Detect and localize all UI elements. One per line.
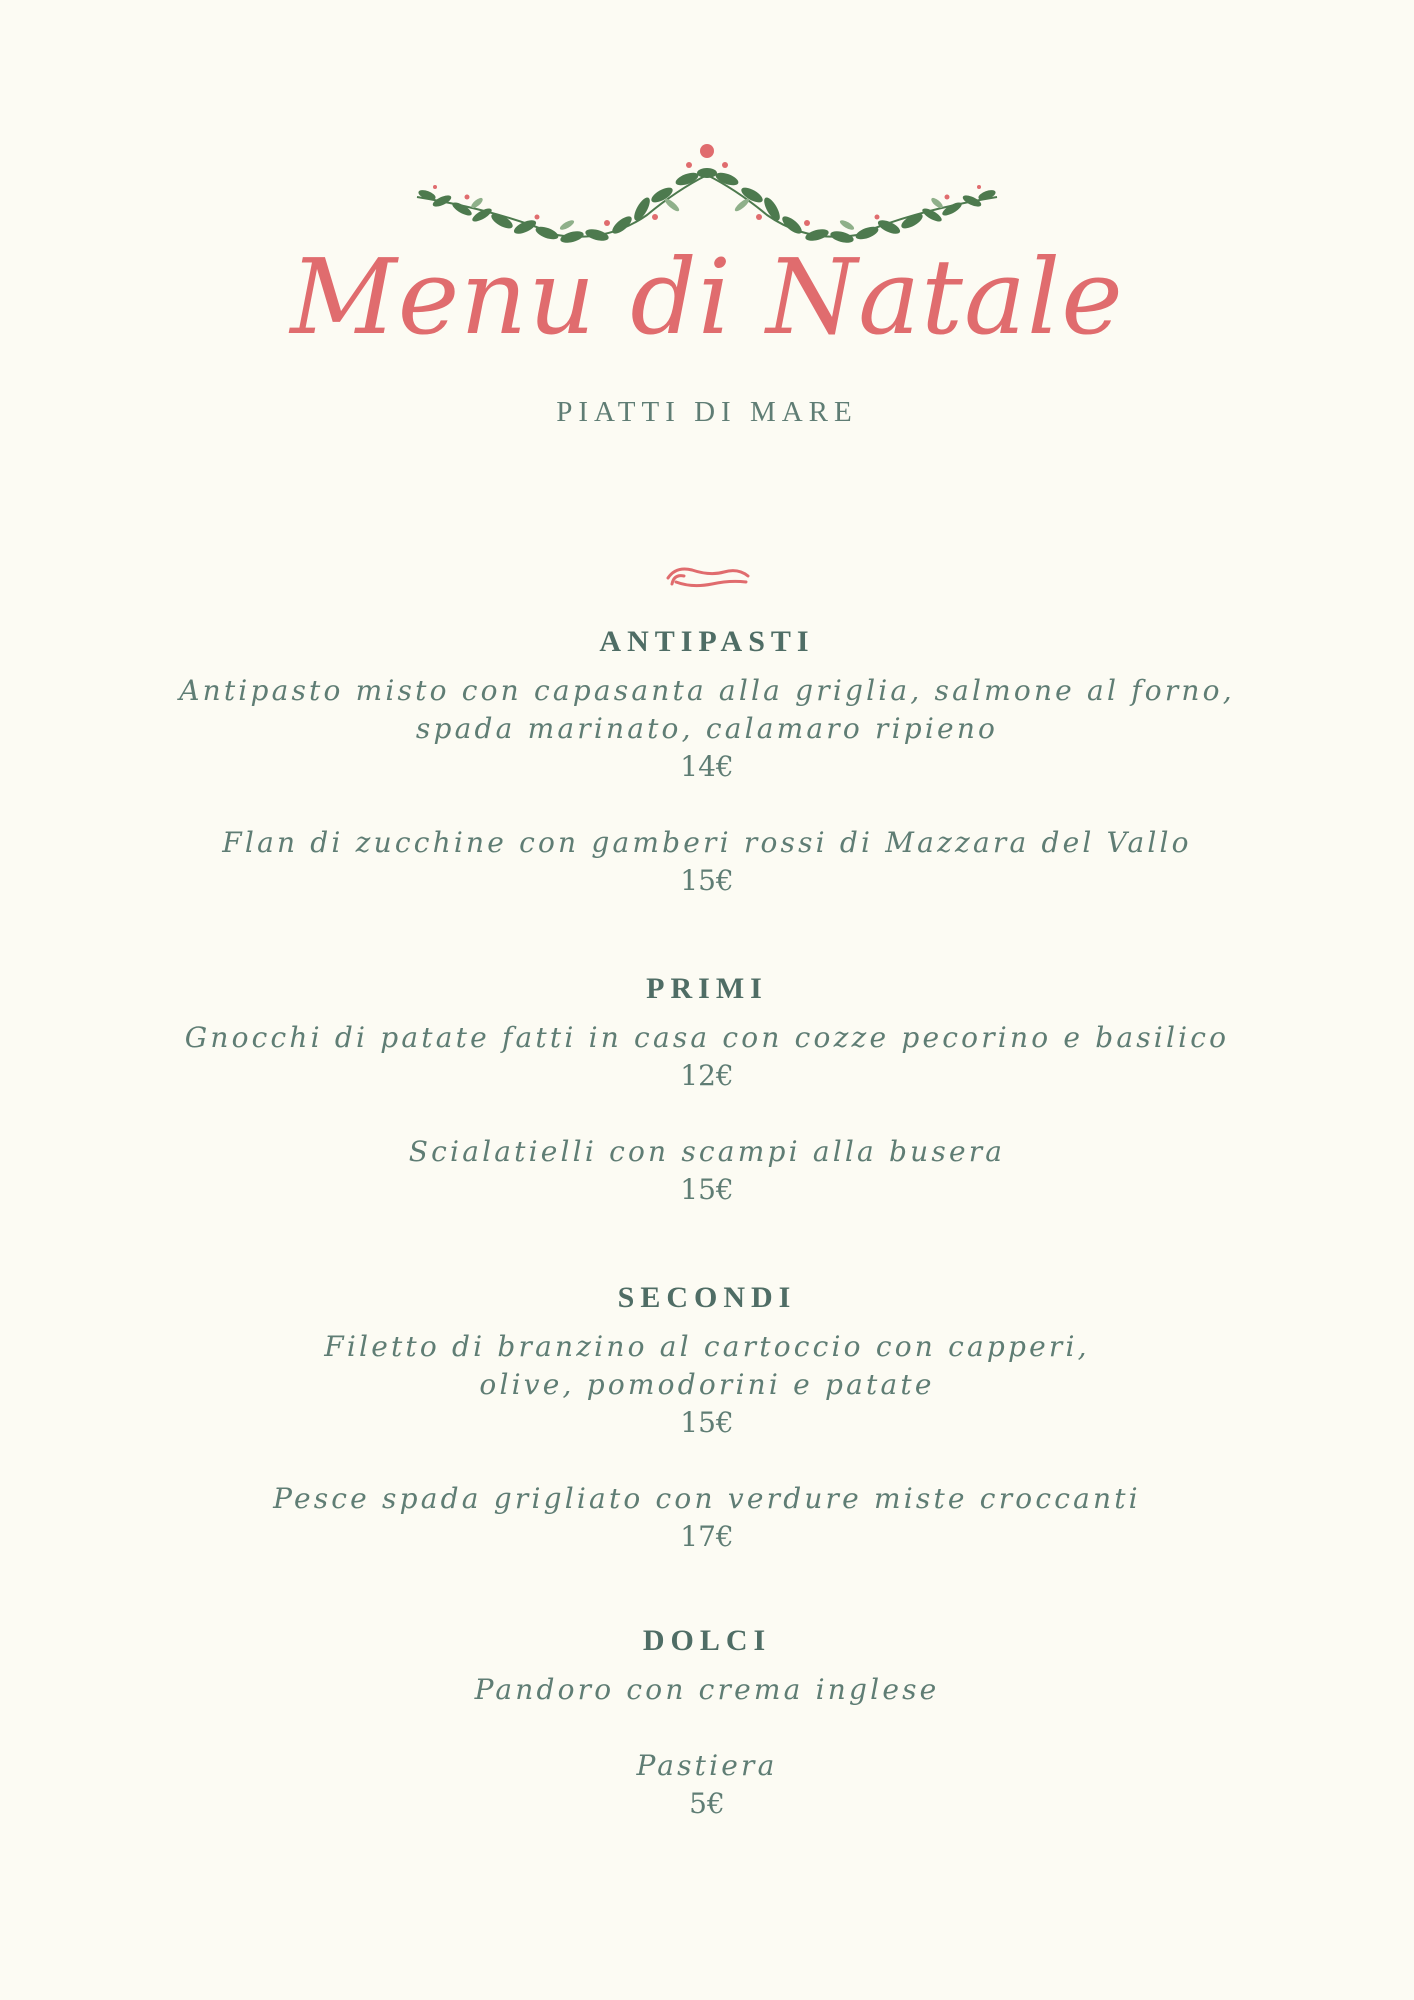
dish-price: 15€ — [680, 1173, 734, 1206]
menu-section-antipasti — [0, 618, 1414, 900]
dish-item — [0, 1671, 1414, 1709]
dish-description: Pesce spada grigliato con verdure miste croccanti — [273, 1482, 1141, 1515]
dish-item — [0, 1133, 1414, 1209]
dish-price: 15€ — [680, 864, 734, 897]
dish-price: 17€ — [680, 1520, 734, 1553]
dish-price: 12€ — [680, 1059, 734, 1092]
dish-description: Scialatielli con scampi alla busera — [408, 1135, 1006, 1168]
dish-price: 15€ — [680, 1406, 734, 1439]
menu-section-dolci — [0, 1617, 1414, 1823]
page-subtitle: PIATTI DI MARE — [556, 396, 858, 428]
page-title: Menu di Natale — [290, 236, 1124, 358]
swirl-ornament-icon — [662, 560, 754, 594]
dish-description: Gnocchi di patate fatti in casa con cozze pecorino e basilico — [184, 1021, 1230, 1054]
dish-description: Filetto di branzino al cartoccio con capperi, — [324, 1330, 1090, 1363]
menu-section-secondi — [0, 1274, 1414, 1556]
menu-section-primi — [0, 965, 1414, 1209]
section-title: DOLCI — [642, 1624, 772, 1657]
dish-description: Flan di zucchine con gamberi rossi di Mazzara del Vallo — [222, 826, 1192, 859]
dish-item — [0, 1747, 1414, 1823]
section-title: PRIMI — [646, 972, 768, 1005]
dish-item — [0, 1328, 1414, 1442]
dish-item — [0, 824, 1414, 900]
dish-item — [0, 1019, 1414, 1095]
section-title: ANTIPASTI — [599, 625, 815, 658]
dish-description: Antipasto misto con capasanta alla griglia, salmone al forno, — [179, 674, 1235, 707]
dish-item — [0, 672, 1414, 786]
dish-item — [0, 1480, 1414, 1556]
dish-description: Pandoro con crema inglese — [474, 1673, 940, 1706]
dish-description: spada marinato, calamaro ripieno — [415, 712, 999, 745]
dish-description: olive, pomodorini e patate — [479, 1368, 935, 1401]
section-title: SECONDI — [617, 1281, 797, 1314]
dish-description: Pastiera — [636, 1749, 778, 1782]
dish-price: 14€ — [680, 750, 734, 783]
dish-price: 5€ — [689, 1787, 725, 1820]
